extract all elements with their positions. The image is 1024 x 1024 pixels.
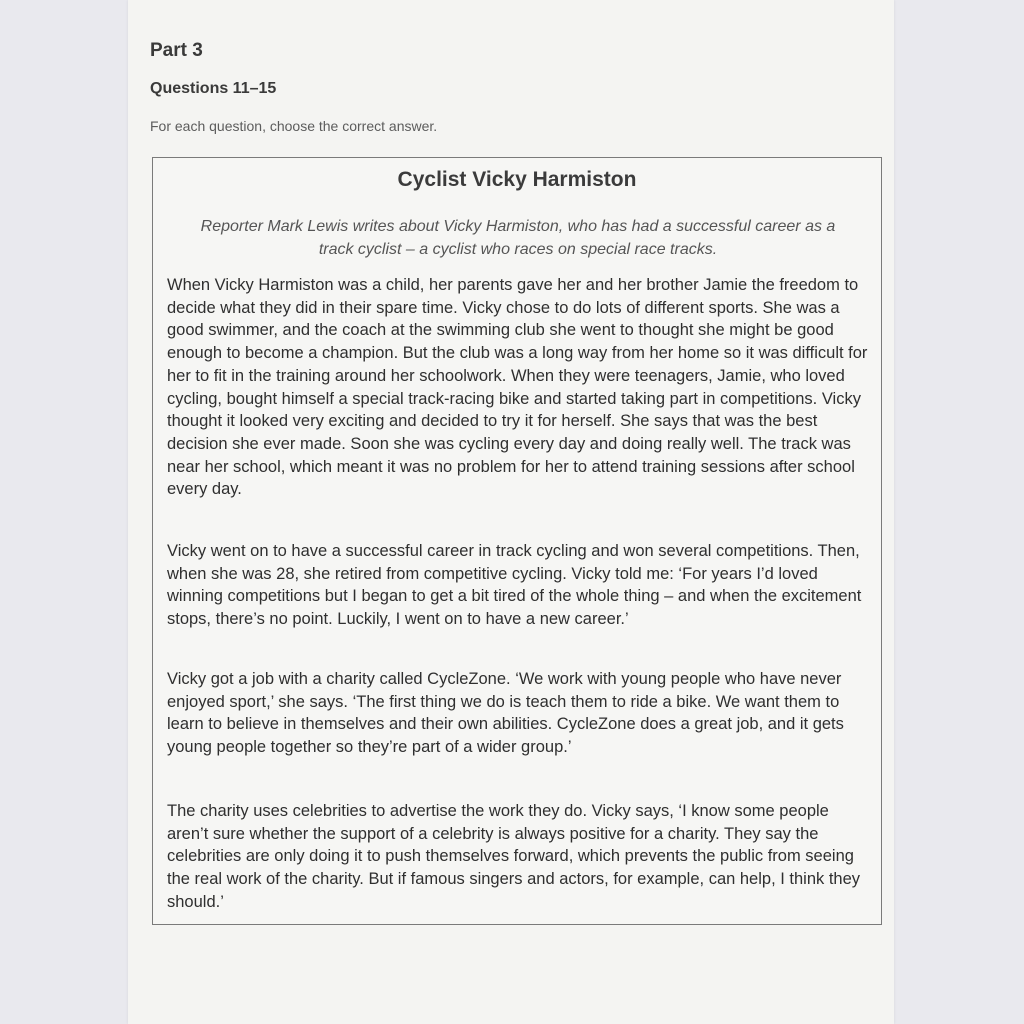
article-title: Cyclist Vicky Harmiston — [397, 168, 637, 191]
part-title: Part 3 — [150, 40, 203, 61]
questions-range: Questions 11–15 — [150, 80, 277, 97]
article-paragraph: The charity uses celebrities to advertise the work they do. Vicky says, ‘I know some people aren’t sure whether the support of a celebrity is always positive for a charity. They say the celebrities are only doing it to push themselves forward, which prevents the public from seeing the real work of the charity. But if famous singers and actors, for example, can help, I think they should.’ — [167, 802, 861, 911]
article-intro: Reporter Mark Lewis writes about Vicky Harmiston, who has had a successful career as a track cyclist – a cyclist who races on special race tracks. — [200, 218, 836, 258]
article-paragraph: Vicky got a job with a charity called CycleZone. ‘We work with young people who have never enjoyed sport,’ she says. ‘The first thing we do is teach them to ride a bike. We want them to learn to believe in themselves and their own abilities. CycleZone does a great job, and it gets young people together so they’re part of a wider group.’ — [167, 670, 844, 757]
article-paragraph: When Vicky Harmiston was a child, her parents gave her and her brother Jamie the freedom to decide what they did in their spare time. Vicky chose to do lots of different sports. She was a good swimmer, and the coach at the swimming club she went to thought she might be good enough to become a champion. But the club was a long way from her home so it was difficult for her to fit in the training around her schoolwork. When they were teenagers, Jamie, who loved cycling, bought himself a special track-racing bike and started taking part in competitions. Vicky thought it looked very exciting and decided to try it for herself. She says that was the best decision she ever made. Soon she was cycling every day and doing really well. The track was near her school, which meant it was no problem for her to attend training sessions after school every day. — [167, 276, 868, 499]
instruction-text: For each question, choose the correct answer. — [150, 118, 438, 134]
exam-page — [128, 0, 894, 1024]
article-box — [152, 157, 882, 925]
article-paragraph: Vicky went on to have a successful career in track cycling and won several competitions. Then, when she was 28, she retired from competitive cycling. Vicky told me: ‘For years I’d loved winning competitions but I began to get a bit tired of the whole thing – and when the excitement stops, there’s no point. Luckily, I went on to have a new career.’ — [167, 542, 862, 629]
